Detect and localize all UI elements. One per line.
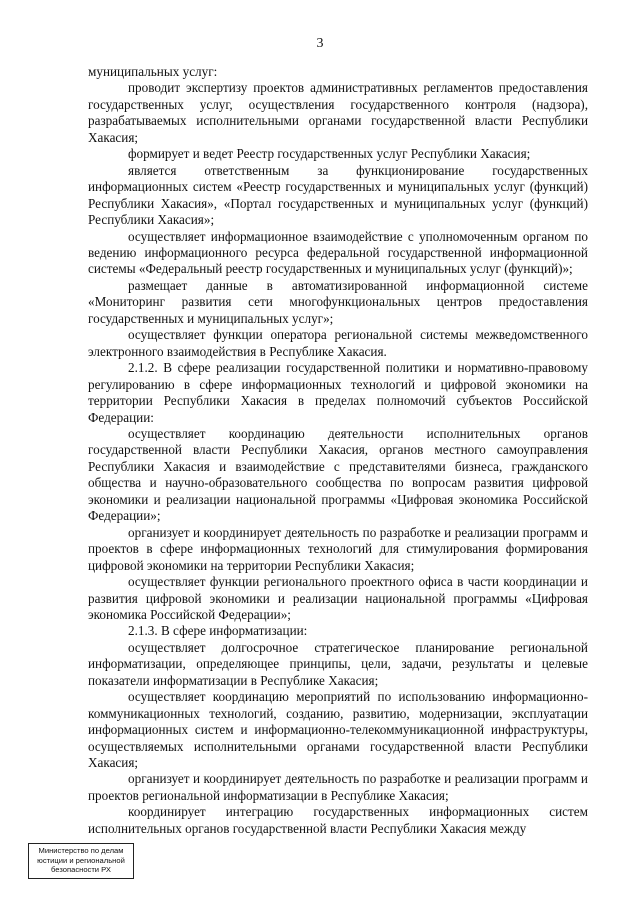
paragraph: является ответственным за функционирование государственных информационных систем «Реестр государственных и муниципальных услуг (функций) Республики Хакасия», «Портал государственных и муниципальных услуг (функций) Республики Хакасия»; <box>88 162 588 228</box>
paragraph: осуществляет функции регионального проектного офиса в части координации и развития цифровой экономики и реализации национальной программы «Цифровая экономика Российской Федерации»; <box>88 574 588 622</box>
paragraph: организует и координирует деятельность по разработке и реализации программ и проектов в сфере информационных технологий для стимулирования формирования цифровой экономики на территории Республики Хакасия; <box>88 524 588 573</box>
paragraph: формирует и ведет Реестр государственных услуг Республики Хакасия; <box>128 146 531 162</box>
paragraph: размещает данные в автоматизированной информационной системе «Мониторинг развития сети многофункциональных центров предоставления государственных и муниципальных услуг»; <box>88 277 588 326</box>
paragraph: осуществляет информационное взаимодействие с уполномоченным органом по ведению информационного ресурса федеральной государственной информационной системы «Федеральный реестр государственных и муниципальных услуг (функций)»; <box>88 228 588 277</box>
page-number: 3 <box>316 36 324 51</box>
paragraph: осуществляет долгосрочное стратегическое планирование региональной информатизации, определяющее принципы, цели, задачи, результаты и целевые показатели информатизации в Республике Хакасия; <box>88 639 588 688</box>
paragraph: осуществляет координацию мероприятий по использованию информационно-коммуникационных технологий, созданию, развитию, модернизации, эксплуатации информационных систем и информационно-телекоммуникационной инфраструктуры, осуществляемых исполнительными органами государственной власти Республики Хакасия; <box>88 689 588 771</box>
paragraph: 2.1.3. В сфере информатизации: <box>128 623 308 639</box>
stamp-line-3: безопасности РХ <box>51 865 111 875</box>
ministry-stamp <box>28 843 134 879</box>
document-body <box>88 64 588 837</box>
paragraph: муниципальных услуг: <box>88 64 218 79</box>
paragraph: организует и координирует деятельность по разработке и реализации программ и проектов региональной информатизации в Республике Хакасия; <box>88 771 588 803</box>
paragraph: проводит экспертизу проектов административных регламентов предоставления государственных услуг, осуществления государственного контроля (надзора), разрабатываемых исполнительными органами государственной власти Республики Хакасия; <box>88 80 588 145</box>
paragraph: 2.1.2. В сфере реализации государственной политики и нормативно-правовому регулированию в сфере информационных технологий и цифровой экономики на территории Республики Хакасия в пределах полномочий субъектов Российской Федерации: <box>88 360 588 425</box>
stamp-line-1: Министерство по делам <box>38 846 124 855</box>
paragraph: осуществляет функции оператора региональной системы межведомственного электронного взаимодействия в Республике Хакасия. <box>88 327 588 359</box>
paragraph: осуществляет координацию деятельности исполнительных органов государственной власти Республики Хакасия, органов местного самоуправления Республики Хакасия и взаимодействие с представителями бизнеса, гражданского общества и научно-образовательного сообщества по вопросам развития цифровой экономики и реализации национальной программы «Цифровая экономика Российской Федерации»; <box>88 425 588 524</box>
stamp-line-2: юстиции и региональной <box>37 855 125 865</box>
paragraph: координирует интеграцию государственных информационных систем исполнительных органов государственной власти Республики Хакасия между <box>88 804 588 836</box>
